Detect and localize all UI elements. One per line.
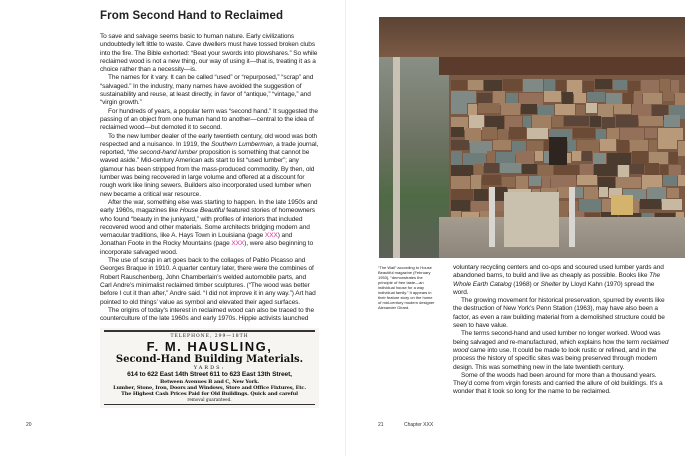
body-paragraph [100, 133, 319, 199]
mask [549, 137, 567, 165]
wood-panel [634, 91, 642, 105]
wood-panel [643, 93, 662, 104]
hausling-advertisement [100, 328, 319, 408]
body-paragraph [100, 257, 319, 307]
wood-panel [503, 79, 522, 91]
body-paragraph [453, 297, 671, 330]
italic-title: Southern Lumberman [211, 140, 273, 148]
wood-panel [529, 176, 541, 186]
wood-panel [484, 163, 499, 173]
post [393, 57, 400, 258]
chair [489, 187, 495, 247]
wood-panel [468, 80, 483, 90]
wood-panel [451, 103, 467, 114]
left-page [0, 0, 346, 456]
wood-panel [501, 103, 520, 115]
wood-panel [662, 199, 682, 210]
wood-panel [613, 80, 627, 90]
wood-panel [576, 105, 585, 115]
ad-top-rule [104, 330, 315, 332]
body-paragraph [453, 372, 671, 397]
wood-panel [451, 200, 470, 211]
body-paragraph [100, 74, 319, 107]
ad-removal: removal guaranteed. [187, 396, 232, 402]
wood-panel [532, 115, 551, 129]
wood-panel [669, 152, 678, 164]
italic-title: Shelter [540, 280, 561, 288]
body-paragraph [453, 330, 671, 371]
wood-panel [574, 93, 586, 103]
wood-panel [639, 116, 663, 126]
wood-panel [641, 80, 659, 94]
text-run: came into use. It could be made to look rustic or refined, and in the process the history of specific sites was being preserved through modern design. This was something new in the late twentieth century. [453, 346, 658, 371]
wood-panel [599, 187, 608, 197]
wood-panel [660, 79, 670, 91]
wood-panel [602, 199, 611, 213]
wood-panel [617, 140, 629, 153]
page-number-left: 20 [26, 422, 32, 428]
wood-panel [521, 104, 537, 114]
ad-address: 614 to 622 East 14th Street 611 to 623 East 13th Street, [127, 370, 292, 378]
wood-panel [600, 139, 616, 151]
left-column [100, 33, 319, 408]
wood-panel [616, 177, 641, 188]
ad-telephone: TELEPHONE, 299—18TH [170, 333, 249, 339]
page-number-right: 21 [378, 422, 384, 428]
wood-panel [614, 104, 631, 114]
wood-panel [678, 141, 685, 156]
text-run: The terms second-hand and used lumber no longer worked. Wood was being salvaged [453, 330, 661, 346]
ad-company-name: F. M. HAUSLING, [146, 338, 273, 354]
text-run: Some of the woods had been around for more than a thousand years. They’d come from virgin forests and carried the allure of old buildings. It’s a wonder that it took so long for the name to be reclaimed. [453, 371, 663, 396]
chair [569, 187, 575, 247]
ad-yards: YARDS: [193, 364, 226, 371]
wood-panel [663, 175, 677, 186]
wood-panel [522, 164, 537, 174]
ad-subtitle: Second-Hand Building Materials. [115, 353, 304, 365]
chapter-title: From Second Hand to Reclaimed [100, 10, 284, 22]
wood-panel [502, 177, 515, 187]
wood-panel [640, 199, 661, 209]
wood-panel [645, 128, 657, 138]
wood-panel [552, 116, 563, 127]
text-run: The use of scrap in art goes back to the collages of Pablo Picasso and Georges Braque in 1910. A quarter century later, there were the combines of Robert Rauschenberg, John Chamberlain’s welded automobile parts, and Carl Andre’s minimalist reclaimed timber sculptures. (“The wood was better before I cut it than after,” Andre said. “I did not improve it in any way.”) Art had pointed to old things’ value as symbol and elevated their aged surfaces. [100, 257, 316, 306]
text-run: The growing movement for historical preservation, spurred by events like the destruction of New York’s Penn Station (1963), may have also been a factor, as even a raw building material from a demolished structure could be seen to have value. [453, 297, 665, 330]
wood-panel [616, 115, 638, 127]
text-run: The origins of today’s interest in reclaimed wood can also be traced to the counterculture of the late 1960s and early 1970s. Hippie activists launched [100, 306, 315, 323]
wood-panel [516, 176, 528, 189]
wood-panel [482, 127, 497, 139]
text-run: voluntary recycling centers and co-ops and scoured used lumber yards and abandoned barns, to build and live as cheaply as possible. Books like [453, 264, 664, 280]
wood-panel [451, 127, 464, 137]
ceiling-beams [379, 17, 685, 57]
running-footer: Chapter XXX [404, 422, 434, 428]
italic-title: reclaimed wood [453, 338, 669, 354]
wood-panel [577, 175, 597, 185]
ad-goods: Lumber, Stone, Iron, Doors and Windows, Store and Office Fixtures, Etc. [113, 384, 306, 391]
wood-panel [630, 164, 644, 174]
text-run: ), were also beginning to incorporate salvaged wood. [100, 240, 314, 256]
wood-panel [658, 139, 677, 149]
wood-panel [493, 140, 511, 150]
text-run: proposition is something that cannot be waved aside.” Mid-century American ads start to list “used lumber”; any glamour has been stripped from the mass-produced commodity. By then, old lumber was being recovered in large volume and offered at a discount for rough work like lining sewers. Builders also incorporated used lumber when new became a critical war resource. [100, 149, 315, 198]
wood-panel [451, 140, 469, 150]
dining-table [504, 192, 559, 247]
wood-panel [482, 175, 501, 185]
roof-beam [439, 57, 685, 75]
wood-panel [607, 128, 619, 139]
wood-panel [451, 80, 467, 90]
wood-panel [555, 104, 575, 115]
wood-panel [484, 80, 502, 91]
basket [611, 195, 633, 215]
text-run: To save and salvage seems basic to human nature. Early civilizations undoubtedly left little to waste. Cave dwellers must have tossed broken clubs into the fire. The Bible exhorted: “Beat your swords into plowshares.” So while reclaimed wood is not a new thing, our way of using it—that is, treating it as a choice rather than a necessity—is. [100, 33, 318, 74]
wood-panel [573, 128, 595, 138]
left-body-text [100, 33, 319, 323]
wood-panel [451, 151, 462, 166]
text-run: After the war, something else was starting to happen. In the late 1950s and early 1960s, magazines like [100, 198, 318, 215]
wood-panel [564, 116, 589, 126]
wood-panel [663, 91, 674, 101]
wood-panel [509, 127, 526, 139]
wood-panel [496, 152, 515, 163]
wood-panel [523, 79, 543, 92]
wood-panel [586, 103, 597, 113]
photo-caption: “The Wall” according to House Beautiful magazine (February 1953), “demonstrates the principle of free taste—an individual house for a way individual family.” It appears in their feature story on the home of mid-century modern designer Alexander Girard. [378, 265, 435, 310]
text-run: (1968) or [511, 280, 541, 288]
text-run: featured stories of homeowners who found “beauty in the junkyard,” with profiles of interiors that included recovered wood and other materials. Some architects bridging modern and vernacular traditions, like A. Hays Town in Louisiana (page [100, 207, 315, 240]
body-paragraph [100, 307, 319, 324]
body-paragraph [100, 199, 319, 257]
ad-bottom-rule [104, 404, 315, 406]
text-run: The names for it vary. It can be called “used” or “repurposed,” “scrap” and “salvaged.” In the industry, many names have avoided the suggestion of sustainability and reuse, at least directly, in favor of “antique,” “vintage,” and “virgin growth.” [100, 74, 314, 107]
wood-panel [649, 140, 657, 152]
text-run: , a trade journal, reported, “ [100, 140, 319, 157]
wood-panel [595, 79, 612, 89]
wood-panel [500, 163, 521, 173]
wood-panel [590, 116, 601, 127]
wood-panel [664, 115, 680, 127]
body-paragraph [453, 264, 671, 297]
wood-panel [582, 151, 592, 161]
wood-panel [544, 91, 561, 102]
wood-panel [587, 92, 605, 102]
wood-panel [471, 175, 481, 189]
wood-panel [451, 165, 473, 176]
ad-between: Between Avenues B and C, New York. [160, 378, 259, 385]
text-run: For hundreds of years, a popular term was “second hand.” It suggested the passing of an object from one human hand to another—central to the idea of reclaimed wood—but demoted it to second. [100, 107, 318, 132]
text-run: re-manufactured, which explains how the term [508, 338, 641, 346]
body-paragraph [100, 108, 319, 133]
italic-title: House Beautiful [179, 207, 225, 215]
text-run: by Lloyd Kahn (1970) spread the word. [453, 280, 655, 296]
text-run: To the new lumber dealer of the early twentieth century, old wood was both respected and a nuisance. In 1919, the [100, 132, 318, 148]
page-reference-placeholder: XXX [264, 232, 278, 240]
wood-panel [594, 164, 617, 176]
italic-title: and [497, 338, 508, 346]
right-body-text [453, 264, 671, 397]
ad-prices: The Highest Cash Prices Paid for Old Buildings. Quick and careful [121, 390, 298, 397]
body-paragraph [100, 33, 319, 74]
italic-title: the second-hand lumber [129, 149, 198, 157]
text-run: ) and Jonathan Foote in the Rocky Mountains (page [100, 232, 293, 248]
wood-panel [535, 151, 543, 161]
wood-panel [572, 151, 581, 161]
wood-panel [527, 128, 548, 139]
floor [439, 217, 685, 258]
italic-title: The Whole Earth Catalog [453, 272, 661, 288]
wood-panel [678, 175, 685, 186]
wood-panel [451, 91, 476, 103]
wood-panel [468, 104, 477, 115]
page-reference-placeholder: XXX [231, 240, 245, 248]
wood-panel [478, 103, 500, 113]
reclaimed-wood-wall-photo [379, 17, 685, 258]
wood-panel [667, 188, 679, 198]
